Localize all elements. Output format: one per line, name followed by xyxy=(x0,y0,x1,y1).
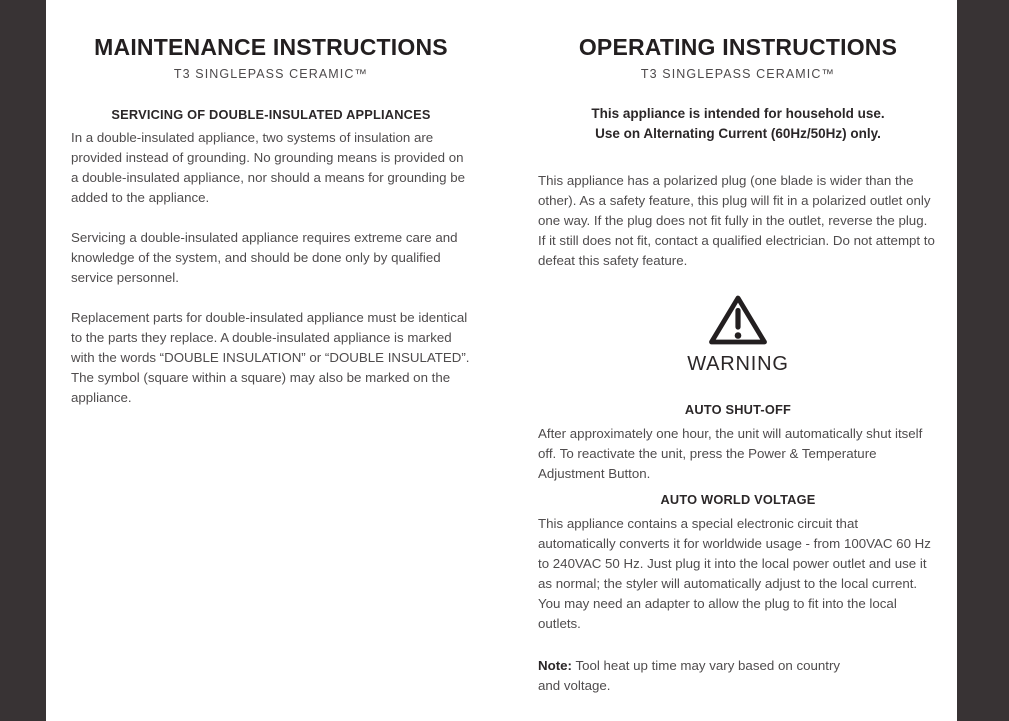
warning-label: WARNING xyxy=(687,353,789,375)
left-edge-band xyxy=(0,0,46,721)
maintenance-paragraph-2: Servicing a double-insulated appliance requires extreme care and knowledge of the system, and should be done only by qualified service personnel. xyxy=(71,230,458,285)
polarized-plug-paragraph: This appliance has a polarized plug (one blade is wider than the other). As a safety feature, this plug will fit in a polarized outlet only one way. If the plug does not fit fully in the outlet, reverse the plug. If it still does not fit, contact a qualified electrician. Do not attempt to defeat this safety feature. xyxy=(538,173,935,268)
right-edge-band xyxy=(957,0,1009,721)
maintenance-paragraph-1: In a double-insulated appliance, two systems of insulation are provided instead of grounding. No grounding means is provided on a double-insulated appliance, nor should a means for grounding be added to the appliance. xyxy=(71,130,466,205)
operating-title: OPERATING INSTRUCTIONS xyxy=(578,34,898,60)
maintenance-column xyxy=(71,34,471,408)
operating-subtitle: T3 SINGLEPASS CERAMIC™ xyxy=(640,67,836,81)
household-use-notice xyxy=(538,104,938,144)
note-line1: Tool heat up time may vary based on country xyxy=(575,658,841,673)
maintenance-title: MAINTENANCE INSTRUCTIONS xyxy=(94,34,448,60)
maintenance-subtitle: T3 SINGLEPASS CERAMIC™ xyxy=(173,67,369,81)
warning-block xyxy=(538,293,938,375)
auto-world-voltage-paragraph: This appliance contains a special electronic circuit that automatically converts it for worldwide usage - from 100VAC 60 Hz to 240VAC 50 Hz. Just plug it into the local power outlet and use it as normal; the styler will automatically adjust to the local current. You may need an adapter to allow the plug to fit into the local outlets. xyxy=(538,516,931,631)
warning-triangle-icon xyxy=(706,334,770,351)
auto-shut-off-paragraph: After approximately one hour, the unit will automatically shut itself off. To reactivate the unit, press the Power & Temperature Adjustment Button. xyxy=(538,426,923,481)
household-use-line2: Use on Alternating Current (60Hz/50Hz) only. xyxy=(595,126,881,141)
household-use-line1: This appliance is intended for household use. xyxy=(591,106,885,121)
note-line2: and voltage. xyxy=(538,678,611,693)
note-paragraph xyxy=(538,656,938,696)
maintenance-paragraph-3: Replacement parts for double-insulated appliance must be identical to the parts they replace. A double-insulated appliance is marked with the words “DOUBLE INSULATION” or “DOUBLE INSULATED”. The symbol (square within a square) may also be marked on the appliance. xyxy=(71,310,470,405)
servicing-heading: SERVICING OF DOUBLE-INSULATED APPLIANCES xyxy=(111,107,431,122)
operating-column xyxy=(538,34,938,696)
auto-shut-off-heading: AUTO SHUT-OFF xyxy=(684,402,792,417)
auto-world-voltage-heading: AUTO WORLD VOLTAGE xyxy=(660,492,816,507)
note-label: Note: xyxy=(538,658,572,673)
